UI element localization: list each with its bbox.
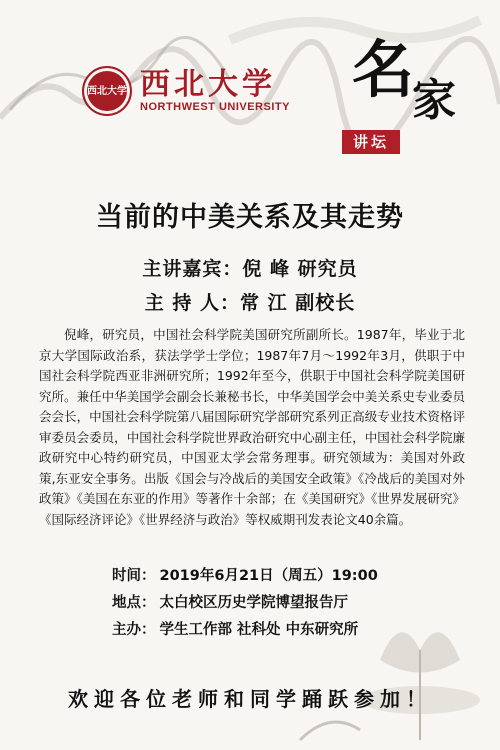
famous-lecture-logo (332, 33, 472, 158)
time-label: 时间： (112, 568, 156, 584)
speaker-line: 主讲嘉宾：倪 峰 研究员 (142, 258, 358, 280)
welcome-message: 欢迎各位老师和同学踊跃参加！ (68, 687, 432, 711)
university-seal-icon (82, 66, 132, 116)
university-logo (82, 66, 290, 116)
seal-text: 西北大学 (87, 85, 127, 97)
event-place (112, 591, 348, 612)
university-name-cn: 西北大学 (140, 67, 276, 102)
time-value: 2019年6月21日（周五）19:00 (159, 568, 378, 584)
event-time (112, 564, 378, 585)
host-line: 主 持 人：常 江 副校长 (144, 292, 356, 314)
brand-char-ming: 名 (352, 33, 415, 106)
lotus-background (0, 590, 500, 750)
place-label: 地点： (112, 595, 156, 611)
event-organizer (112, 618, 358, 639)
lecture-title: 当前的中美关系及其走势 (96, 202, 404, 233)
university-name (140, 69, 290, 113)
organizer-value: 学生工作部 社科处 中东研究所 (159, 622, 359, 638)
speaker-bio: 倪峰，研究员，中国社会科学院美国研究所副所长。1987年，毕业于北京大学国际政治系，获法学学士学位；1987年7月～1992年3月，供职于中国社会科学院西亚非洲研究所；1992年至今，供职于中国社会科学院美国研究所。兼任中华美国学会副会长兼秘书长，中华美国学会中美关系史专业委员会会长，中国社会科学院第八届国际研究学部研究系列正高级专业技术资格评审委员会委员，中国社会科学院世界政治研究中心副主任，中国社会科学院廉政研究中心特约研究员，中国亚太学会常务理事。研究领域为：美国对外政策,东亚安全事务。出版《国会与冷战后的美国安全政策》《冷战后的美国对外政策》《美国在东亚的作用》等著作十余部；在《美国研究》《世界发展研究》《国际经济评论》《世界经济与政治》等权威期刊发表论文40余篇。 (39, 327, 465, 527)
university-name-en: NORTHWEST UNIVERSITY (140, 101, 290, 113)
brand-char-jia: 家 (412, 75, 456, 126)
brand-sub-seal: 讲坛 (342, 130, 400, 154)
organizer-label: 主办： (112, 622, 156, 638)
place-value: 太白校区历史学院博望报告厅 (159, 595, 348, 611)
